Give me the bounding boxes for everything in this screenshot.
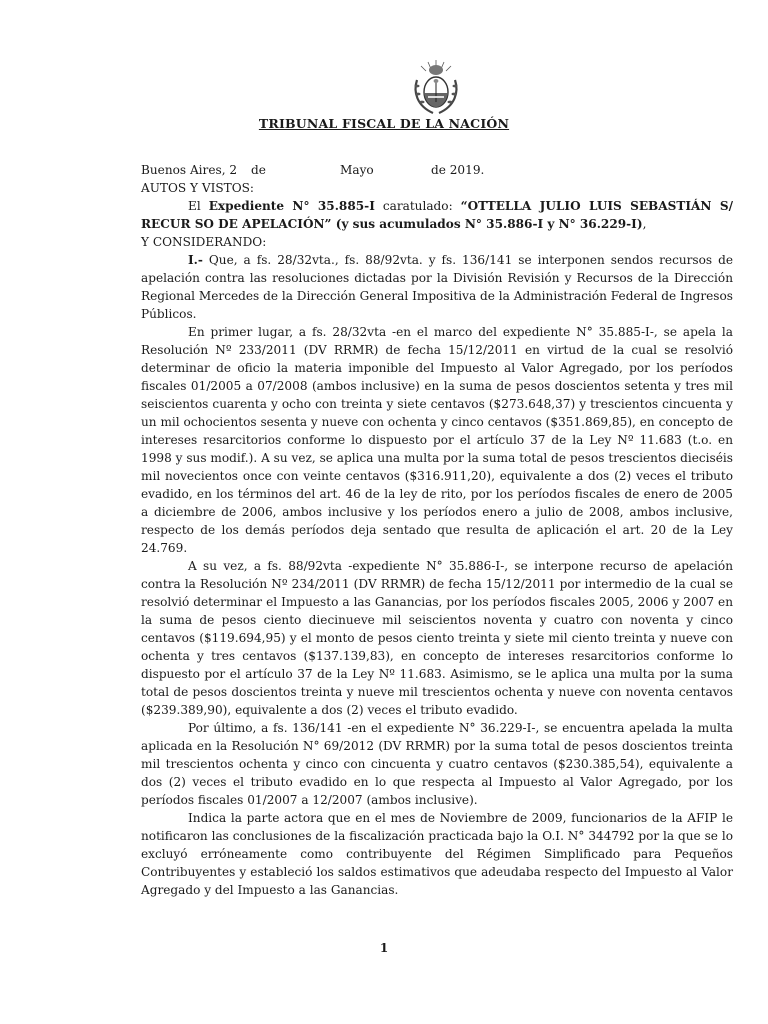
paragraph-1-lead: I.- <box>188 253 203 267</box>
expediente-suffix: , <box>642 217 647 231</box>
expediente-caratulado: caratulado: <box>374 199 461 213</box>
paragraph-3: A su vez, a fs. 88/92vta -expediente N° 35.886-I-, se interpone recurso de apelación contra la Resolución Nº 234/2011 (DV RRMR) de fecha 15/12/2011 por intermedio de la cual se resolvió determinar el Impuesto a las Ganancias, por los períodos fiscales 2005, 2006 y 2007 en la suma de pesos ciento diecinueve mil seiscientos noventa y cuatro con noventa y cinco centavos ($119.694,95) y el monto de pesos ciento treinta y siete mil ciento treinta y nueve con ochenta y tres centavos ($137.139,83), en concepto de intereses resarcitorios conforme lo dispuesto por el artículo 37 de la Ley Nº 11.683. Asimismo, se le aplica una multa por la suma total de pesos doscientos treinta y nueve mil trescientos ochenta y nueve con noventa centavos ($239.389,90), equivalente a dos (2) veces el tributo evadido. <box>141 559 733 717</box>
coat-of-arms-seal <box>411 58 461 116</box>
date-month: Mayo <box>340 163 374 177</box>
paragraph-2: En primer lugar, a fs. 28/32vta -en el marco del expediente N° 35.885-I-, se apela la Resolución Nº 233/2011 (DV RRMR) de fecha 15/12/2011 en virtud de la cual se resolvió determinar de oficio la materia imponible del Impuesto al Valor Agregado, por los períodos fiscales 01/2005 a 07/2008 (ambos inclusive) en la suma de pesos doscientos setenta y tres mil seiscientos cuarenta y ocho con treinta y siete centavos ($273.648,37) y trescientos cincuenta y un mil ochocientos sesenta y nueve con ochenta y cinco centavos ($351.869,85), en concepto de intereses resarcitorios conforme lo dispuesto por el artículo 37 de la Ley Nº 11.683 (t.o. en 1998 y sus modif.). A su vez, se aplica una multa por la suma total de pesos trescientos dieciséis mil novecientos once con veinte centavos ($316.911,20), equivalente a dos (2) veces el tributo evadido, en los términos del art. 46 de la ley de rito, por los períodos fiscales de enero de 2005 a diciembre de 2006, ambos inclusive y los períodos enero a julio de 2008, ambos inclusive, respecto de los demás períodos deja sentado que resulta de aplicación el art. 20 de la Ley 24.769. <box>141 325 733 555</box>
page-number: 1 <box>379 941 389 955</box>
document-body <box>141 161 733 899</box>
date-line <box>141 161 521 179</box>
expediente-number: Expediente N° 35.885-I <box>208 199 375 213</box>
expediente-title: “OTTELLA JULIO LUIS SEBASTIÁN S/ RECUR SO DE APELACIÓN” (y sus acumulados N° 35.886-I y N° 36.229-I) <box>141 199 733 231</box>
paragraph-1-text: Que, a fs. 28/32vta., fs. 88/92vta. y fs. 136/141 se interponen sendos recursos de apelación contra las resoluciones dictadas por la División Revisión y Recursos de la Dirección Regional Mercedes de la Dirección General Impositiva de la Administración Federal de Ingresos Públicos. <box>141 253 733 321</box>
paragraph-5: Indica la parte actora que en el mes de Noviembre de 2009, funcionarios de la AFIP le notificaron las conclusiones de la fiscalización practicada bajo la O.I. N° 344792 por la que se lo excluyó erróneamente como contribuyente del Régimen Simplificado para Pequeños Contribuyentes y estableció los saldos estimativos que adeudaba respecto del Impuesto al Valor Agregado y del Impuesto a las Ganancias. <box>141 811 733 897</box>
expediente-paragraph <box>141 197 733 233</box>
date-city-day: Buenos Aires, 2 <box>141 163 238 177</box>
page-title: TRIBUNAL FISCAL DE LA NACIÓN <box>258 116 510 131</box>
autos-y-vistos-heading: AUTOS Y VISTOS: <box>141 181 255 195</box>
paragraph-1 <box>141 251 733 323</box>
expediente-prefix: El <box>188 199 209 213</box>
date-year: de 2019. <box>431 163 485 177</box>
paragraph-4: Por último, a fs. 136/141 -en el expediente N° 36.229-I-, se encuentra apelada la multa aplicada en la Resolución N° 69/2012 (DV RRMR) por la suma total de pesos doscientos treinta mil trescientos ochenta y cinco con cincuenta y cuatro centavos ($230.385,54), equivalente a dos (2) veces el tributo evadido en lo que respecta al Impuesto al Valor Agregado, por los períodos fiscales 01/2007 a 12/2007 (ambos inclusive). <box>141 721 733 807</box>
considerando-heading: Y CONSIDERANDO: <box>141 235 267 249</box>
date-de: de <box>251 163 266 177</box>
